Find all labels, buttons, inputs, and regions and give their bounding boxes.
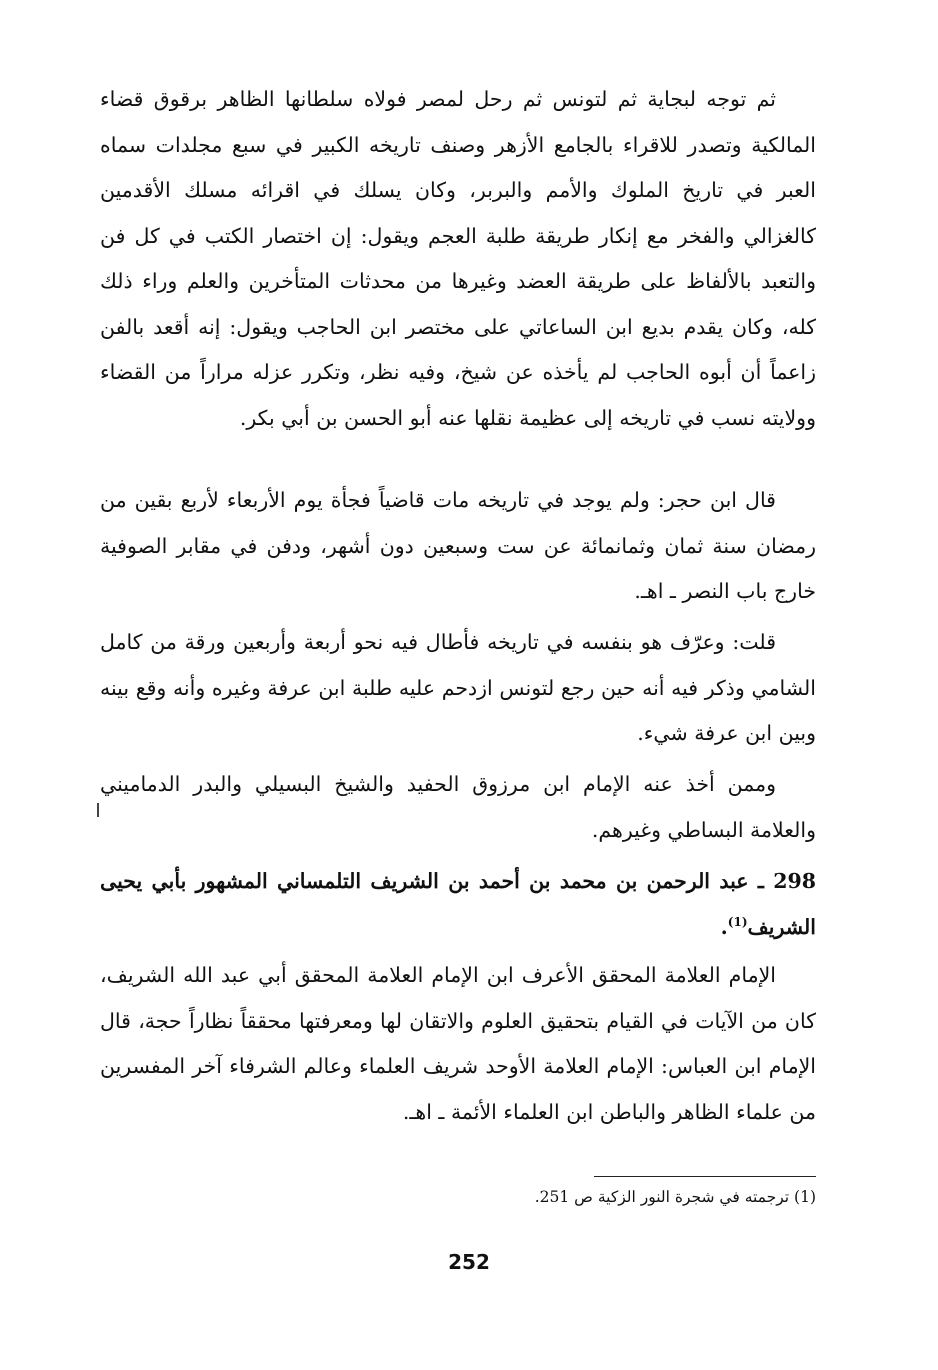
paragraph-2 <box>100 478 816 615</box>
entry-body <box>100 953 816 1135</box>
scan-mark <box>97 803 99 817</box>
paragraph-4 <box>100 762 816 853</box>
footnote-reference[interactable]: (1) <box>727 914 748 929</box>
footnote: (1) ترجمته في شجرة النور الزكية ص 251. <box>534 1188 816 1206</box>
paragraph-1 <box>100 77 816 441</box>
paragraph-3-text: قلت: وعرّف هو بنفسه في تاريخه فأطال فيه نحو أربعة وأربعين ورقة من كامل الشامي وذكر فيه أنه حين رجع لتونس ازدحم عليه طلبة ابن عرفة وغيره وأنه وقع بينه وبين ابن عرفة شيء. <box>100 630 816 745</box>
entry-heading-text: 298 ـ عبد الرحمن بن محمد بن أحمد بن الشريف التلمساني المشهور بأبي يحيى الشريف <box>100 869 816 939</box>
paragraph-1-text: ثم توجه لبجاية ثم لتونس ثم رحل لمصر فولاه سلطانها الظاهر برقوق قضاء المالكية وتصدر للاقراء بالجامع الأزهر وصنف تاريخه الكبير في سبع مجلدات سماه العبر في تاريخ الملوك والأمم والبربر، وكان يسلك في اقرائه مسلك الأقدمين كالغزالي والفخر مع إنكار طريقة طلبة العجم ويقول: إن اختصار الكتب في كل فن والتعبد بالألفاظ على طريقة العضد وغيرها من محدثات المتأخرين والعلم وراء ذلك كله، وكان يقدم بديع ابن الساعاتي على مختصر ابن الحاجب ويقول: إنه أقعد بالفن زاعماً أن أبوه الحاجب لم يأخذه عن شيخ، وفيه نظر، وتكرر عزله مراراً من القضاء وولايته نسب في تاريخه إلى عظيمة نقلها عنه أبو الحسن بن أبي بكر. <box>100 87 816 430</box>
entry-body-text: الإمام العلامة المحقق الأعرف ابن الإمام العلامة المحقق أبي عبد الله الشريف، كان من الآيات في القيام بتحقيق العلوم والاتقان لها ومعرفتها محققاً نظاراً حجة، قال الإمام ابن العباس: الإمام العلامة الأوحد شريف العلماء وعالم الشرفاء آخر المفسرين من علماء الظاهر والباطن ابن العلماء الأئمة ـ اهـ. <box>100 963 816 1124</box>
paragraph-3 <box>100 620 816 757</box>
heading-period: . <box>720 914 728 939</box>
entry-heading <box>100 859 816 950</box>
page-number: 252 <box>448 1250 490 1274</box>
paragraph-4-text: وممن أخذ عنه الإمام ابن مرزوق الحفيد والشيخ البسيلي والبدر الدماميني والعلامة البساطي وغيرهم. <box>100 772 816 842</box>
paragraph-2-text: قال ابن حجر: ولم يوجد في تاريخه مات قاضياً فجأة يوم الأربعاء لأربع بقين من رمضان سنة ثمان وثمانمائة عن ست وسبعين دون أشهر، ودفن في مقابر الصوفية خارج باب النصر ـ اهـ. <box>100 488 816 603</box>
footnote-divider <box>594 1176 816 1177</box>
